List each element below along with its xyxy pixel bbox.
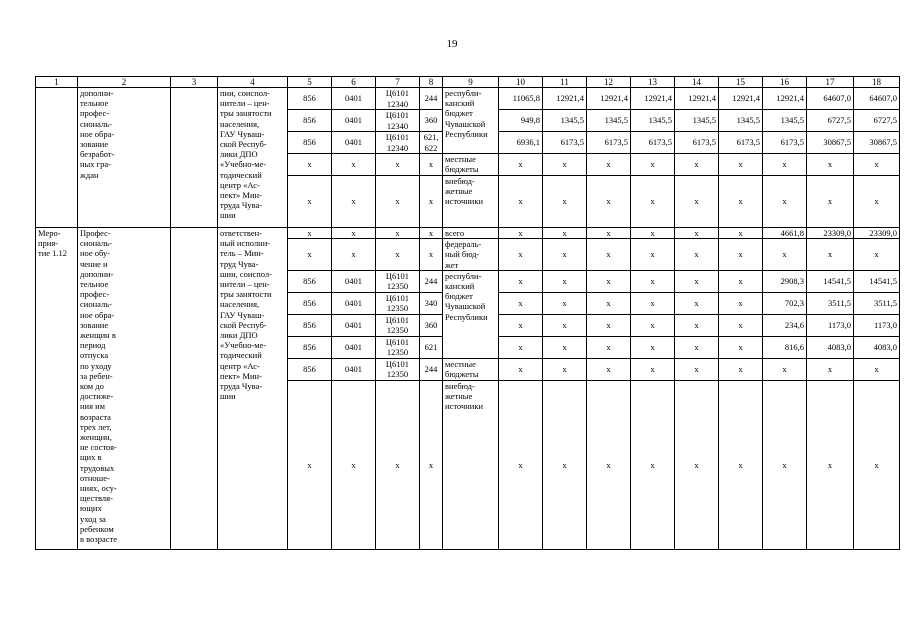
value-cell: 2908,3 [763, 270, 807, 292]
value-cell: x [807, 380, 854, 549]
column-number: 7 [376, 77, 420, 88]
column-number: 15 [719, 77, 763, 88]
value-cell: 1173,0 [807, 314, 854, 336]
value-cell: x [587, 270, 631, 292]
kbk-section-cell: 0401 [332, 336, 376, 358]
value-cell: 4083,0 [854, 336, 900, 358]
value-cell: x [675, 154, 719, 176]
kbk-type-cell: x [420, 380, 443, 549]
value-cell: x [587, 314, 631, 336]
kbk-section-cell: x [332, 154, 376, 176]
value-cell: x [499, 176, 543, 228]
value-cell: 6936,1 [499, 132, 543, 154]
kbk-grbs-cell: 856 [288, 110, 332, 132]
funding-source-cell: всего [443, 228, 499, 239]
kbk-target-cell: x [376, 228, 420, 239]
value-cell: 6173,5 [675, 132, 719, 154]
kbk-section-cell: 0401 [332, 88, 376, 110]
kbk-target-cell: Ц6101 12350 [376, 270, 420, 292]
value-cell: x [631, 270, 675, 292]
funding-source-cell: местные бюджеты [443, 154, 499, 176]
value-cell: x [675, 176, 719, 228]
value-cell: x [587, 176, 631, 228]
value-cell: 6727,5 [807, 110, 854, 132]
executor-cell: ответствен- ный исполни- тель – Мин- труд Чува- шии, соиспол- нители – цен- тры занятости населения, ГАУ Чуваш- ской Респуб- лики ДПО «Учебно-ме- тодический центр «Ас- пект» Мин- труда Чува- шии [218, 228, 288, 550]
value-cell: x [854, 380, 900, 549]
value-cell: x [854, 176, 900, 228]
value-cell: x [675, 239, 719, 271]
value-cell: 234,6 [763, 314, 807, 336]
value-cell: x [499, 239, 543, 271]
funding-source-cell: федераль- ный бюд- жет [443, 239, 499, 271]
value-cell: x [631, 176, 675, 228]
value-cell: x [719, 270, 763, 292]
value-cell: x [807, 358, 854, 380]
table-row [36, 88, 900, 110]
column-number: 12 [587, 77, 631, 88]
value-cell: x [543, 228, 587, 239]
funding-source-cell: внебюд- жетные источники [443, 176, 499, 228]
value-cell: x [675, 314, 719, 336]
value-cell: x [543, 176, 587, 228]
value-cell: x [631, 239, 675, 271]
event-name-cell: дополни- тельное профес- сиональ- ное обра- зование безработ- ных гра- ждан [78, 88, 171, 228]
value-cell: x [543, 336, 587, 358]
column-number: 13 [631, 77, 675, 88]
value-cell: 1173,0 [854, 314, 900, 336]
value-cell: 816,6 [763, 336, 807, 358]
value-cell: 6173,5 [763, 132, 807, 154]
kbk-type-cell: x [420, 239, 443, 271]
value-cell: x [719, 239, 763, 271]
kbk-grbs-cell: 856 [288, 88, 332, 110]
value-cell: x [719, 314, 763, 336]
kbk-section-cell: 0401 [332, 132, 376, 154]
value-cell: x [587, 154, 631, 176]
value-cell: x [719, 176, 763, 228]
header-row [36, 77, 900, 88]
value-cell: x [499, 228, 543, 239]
kbk-section-cell: x [332, 228, 376, 239]
kbk-target-cell: Ц6101 12350 [376, 314, 420, 336]
kbk-target-cell: Ц6101 12340 [376, 88, 420, 110]
value-cell: x [587, 380, 631, 549]
kbk-section-cell: 0401 [332, 358, 376, 380]
value-cell: x [499, 358, 543, 380]
funding-source-cell: республи- канский бюджет Чувашской Республики [443, 88, 499, 154]
value-cell: 23309,0 [854, 228, 900, 239]
kbk-type-cell: x [420, 154, 443, 176]
value-cell: x [763, 380, 807, 549]
value-cell: x [499, 270, 543, 292]
value-cell: x [719, 380, 763, 549]
funding-source-cell: внебюд- жетные источники [443, 380, 499, 549]
value-cell: x [763, 239, 807, 271]
executor-cell: пии, соиспол- нители – цен- тры занятости населения, ГАУ Чуваш- ской Респуб- лики ДПО «Учебно-ме- тодический центр «Ас- пект» Мин- труда Чува- шии [218, 88, 288, 228]
kbk-section-cell: 0401 [332, 270, 376, 292]
kbk-type-cell: 360 [420, 314, 443, 336]
value-cell: x [499, 292, 543, 314]
event-name-cell: Профес- сиональ- ное обу- чение и дополни- тельное профес- сиональ- ное обра- зование женщин в период отпуска по уходу за ребен- ком до достиже- ния им возраста трех лет, женщин, не состоя- щих в трудовых отноше- ниях, осу- ществля- ющих уход за ребенком в возрасте [78, 228, 171, 550]
value-cell: x [543, 380, 587, 549]
kbk-target-cell: x [376, 176, 420, 228]
event-code-cell: Меро- прия- тие 1.12 [36, 228, 78, 550]
kbk-grbs-cell: 856 [288, 358, 332, 380]
kbk-section-cell: 0401 [332, 110, 376, 132]
kbk-grbs-cell: 856 [288, 314, 332, 336]
event-code-cell [36, 88, 78, 228]
kbk-type-cell: 360 [420, 110, 443, 132]
kbk-grbs-cell: x [288, 380, 332, 549]
value-cell: x [763, 358, 807, 380]
value-cell: x [587, 358, 631, 380]
value-cell: x [543, 239, 587, 271]
kbk-grbs-cell: 856 [288, 292, 332, 314]
kbk-grbs-cell: 856 [288, 132, 332, 154]
value-cell: 1345,5 [719, 110, 763, 132]
value-cell: 64607,0 [807, 88, 854, 110]
column-number: 1 [36, 77, 78, 88]
value-cell: 11065,8 [499, 88, 543, 110]
value-cell: x [499, 154, 543, 176]
value-cell: x [719, 336, 763, 358]
value-cell: 1345,5 [543, 110, 587, 132]
column-number: 11 [543, 77, 587, 88]
column-number: 5 [288, 77, 332, 88]
task-cell [171, 228, 218, 550]
value-cell: x [631, 314, 675, 336]
value-cell: 14541,5 [854, 270, 900, 292]
kbk-type-cell: x [420, 176, 443, 228]
value-cell: x [807, 154, 854, 176]
value-cell: 30867,5 [854, 132, 900, 154]
table-row [36, 228, 900, 239]
value-cell: x [587, 239, 631, 271]
column-number: 16 [763, 77, 807, 88]
value-cell: x [587, 228, 631, 239]
value-cell: 6173,5 [719, 132, 763, 154]
value-cell: 23309,0 [807, 228, 854, 239]
value-cell: 14541,5 [807, 270, 854, 292]
value-cell: x [631, 336, 675, 358]
kbk-type-cell: 340 [420, 292, 443, 314]
value-cell: x [631, 292, 675, 314]
value-cell: 12921,4 [587, 88, 631, 110]
kbk-type-cell: x [420, 228, 443, 239]
value-cell: x [675, 358, 719, 380]
value-cell: x [543, 270, 587, 292]
kbk-section-cell: x [332, 380, 376, 549]
value-cell: x [543, 292, 587, 314]
kbk-section-cell: 0401 [332, 314, 376, 336]
kbk-target-cell: Ц6101 12350 [376, 336, 420, 358]
value-cell: 1345,5 [675, 110, 719, 132]
value-cell: 12921,4 [631, 88, 675, 110]
funding-source-cell: местные бюджеты [443, 358, 499, 380]
value-cell: x [499, 336, 543, 358]
value-cell: 6727,5 [854, 110, 900, 132]
value-cell: x [543, 314, 587, 336]
kbk-target-cell: Ц6101 12350 [376, 358, 420, 380]
value-cell: x [807, 239, 854, 271]
value-cell: 30867,5 [807, 132, 854, 154]
column-number: 9 [443, 77, 499, 88]
kbk-type-cell: 244 [420, 270, 443, 292]
page-number: 19 [446, 38, 458, 50]
value-cell: 1345,5 [631, 110, 675, 132]
value-cell: x [499, 380, 543, 549]
column-number: 4 [218, 77, 288, 88]
value-cell: 12921,4 [763, 88, 807, 110]
value-cell: x [719, 292, 763, 314]
value-cell: x [675, 336, 719, 358]
value-cell: x [543, 358, 587, 380]
value-cell: 64607,0 [854, 88, 900, 110]
column-number: 6 [332, 77, 376, 88]
column-number: 17 [807, 77, 854, 88]
funding-source-cell: республи- канский бюджет Чувашской Республики [443, 270, 499, 358]
value-cell: x [587, 292, 631, 314]
value-cell: x [675, 228, 719, 239]
value-cell: x [543, 154, 587, 176]
column-number: 18 [854, 77, 900, 88]
value-cell: 6173,5 [543, 132, 587, 154]
column-number: 10 [499, 77, 543, 88]
kbk-grbs-cell: x [288, 176, 332, 228]
value-cell: 4661,8 [763, 228, 807, 239]
value-cell: 4083,0 [807, 336, 854, 358]
value-cell: x [719, 228, 763, 239]
value-cell: x [719, 358, 763, 380]
value-cell: x [854, 239, 900, 271]
kbk-target-cell: x [376, 154, 420, 176]
kbk-type-cell: 621, 622 [420, 132, 443, 154]
kbk-type-cell: 244 [420, 358, 443, 380]
kbk-section-cell: x [332, 239, 376, 271]
value-cell: x [719, 154, 763, 176]
value-cell: 949,8 [499, 110, 543, 132]
kbk-section-cell: x [332, 176, 376, 228]
value-cell: 702,3 [763, 292, 807, 314]
kbk-section-cell: 0401 [332, 292, 376, 314]
kbk-target-cell: x [376, 380, 420, 549]
value-cell: x [631, 380, 675, 549]
value-cell: x [854, 154, 900, 176]
value-cell: 1345,5 [763, 110, 807, 132]
kbk-grbs-cell: 856 [288, 270, 332, 292]
kbk-target-cell: x [376, 239, 420, 271]
kbk-target-cell: Ц6101 12350 [376, 292, 420, 314]
value-cell: x [854, 358, 900, 380]
value-cell: 3511,5 [854, 292, 900, 314]
kbk-target-cell: Ц6101 12340 [376, 132, 420, 154]
column-number: 3 [171, 77, 218, 88]
value-cell: x [675, 270, 719, 292]
value-cell: x [763, 154, 807, 176]
kbk-grbs-cell: x [288, 228, 332, 239]
column-number: 14 [675, 77, 719, 88]
task-cell [171, 88, 218, 228]
budget-table [35, 76, 900, 550]
kbk-target-cell: Ц6101 12340 [376, 110, 420, 132]
value-cell: x [763, 176, 807, 228]
value-cell: 1345,5 [587, 110, 631, 132]
kbk-grbs-cell: x [288, 154, 332, 176]
value-cell: 12921,4 [675, 88, 719, 110]
value-cell: x [675, 380, 719, 549]
kbk-grbs-cell: 856 [288, 336, 332, 358]
kbk-type-cell: 244 [420, 88, 443, 110]
value-cell: x [587, 336, 631, 358]
kbk-type-cell: 621 [420, 336, 443, 358]
value-cell: x [631, 358, 675, 380]
column-number: 8 [420, 77, 443, 88]
column-number: 2 [78, 77, 171, 88]
value-cell: 6173,5 [587, 132, 631, 154]
value-cell: x [631, 228, 675, 239]
value-cell: x [631, 154, 675, 176]
value-cell: 12921,4 [543, 88, 587, 110]
value-cell: 12921,4 [719, 88, 763, 110]
value-cell: x [499, 314, 543, 336]
value-cell: 3511,5 [807, 292, 854, 314]
value-cell: x [675, 292, 719, 314]
value-cell: 6173,5 [631, 132, 675, 154]
value-cell: x [807, 176, 854, 228]
kbk-grbs-cell: x [288, 239, 332, 271]
